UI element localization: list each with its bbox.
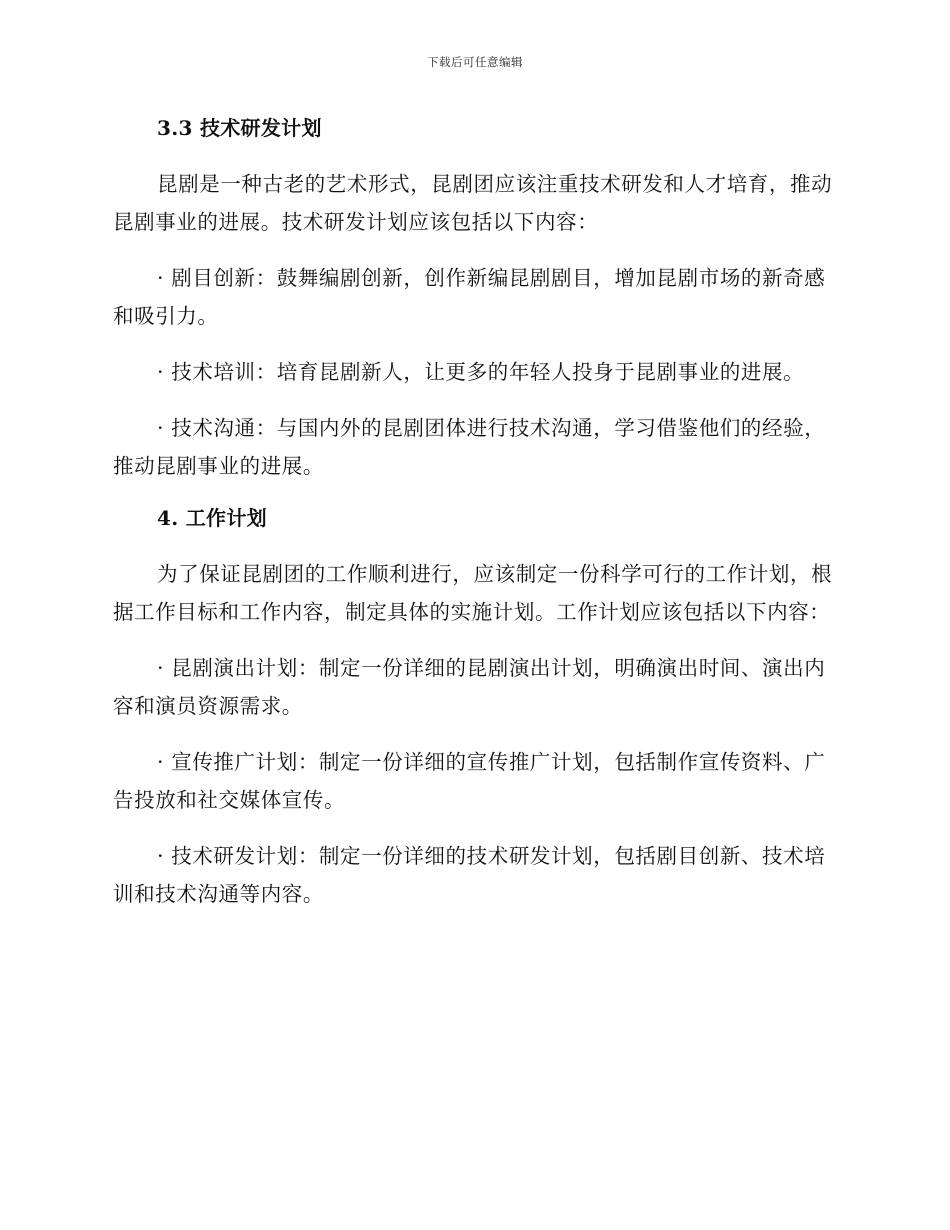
section-tech-rd-plan — [113, 113, 833, 485]
document-body — [113, 113, 833, 931]
section-heading: 3.3 技术研发计划 — [157, 116, 322, 140]
bullet-paragraph: · 技术沟通：与国内外的昆剧团体进行技术沟通，学习借鉴他们的经验，推动昆剧事业的进展。 — [113, 416, 826, 478]
page-header: 下载后可任意编辑 — [427, 55, 523, 69]
paragraph: 为了保证昆剧团的工作顺利进行，应该制定一份科学可行的工作计划，根据工作目标和工作内容，制定具体的实施计划。工作计划应该包括以下内容： — [113, 562, 833, 624]
bullet-paragraph: · 昆剧演出计划：制定一份详细的昆剧演出计划，明确演出时间、演出内容和演员资源需求。 — [113, 656, 826, 718]
bullet-paragraph: · 技术研发计划：制定一份详细的技术研发计划，包括剧目创新、技术培训和技术沟通等内容。 — [113, 844, 826, 906]
section-work-plan — [113, 503, 833, 913]
paragraph: 昆剧是一种古老的艺术形式，昆剧团应该注重技术研发和人才培育，推动昆剧事业的进展。技术研发计划应该包括以下内容： — [113, 172, 833, 234]
bullet-paragraph: · 技术培训：培育昆剧新人，让更多的年轻人投身于昆剧事业的进展。 — [157, 360, 805, 384]
bullet-paragraph: · 宣传推广计划：制定一份详细的宣传推广计划，包括制作宣传资料、广告投放和社交媒体宣传。 — [113, 750, 826, 812]
section-heading: 4. 工作计划 — [157, 506, 267, 530]
bullet-paragraph: · 剧目创新：鼓舞编剧创新，创作新编昆剧剧目，增加昆剧市场的新奇感和吸引力。 — [113, 266, 826, 328]
